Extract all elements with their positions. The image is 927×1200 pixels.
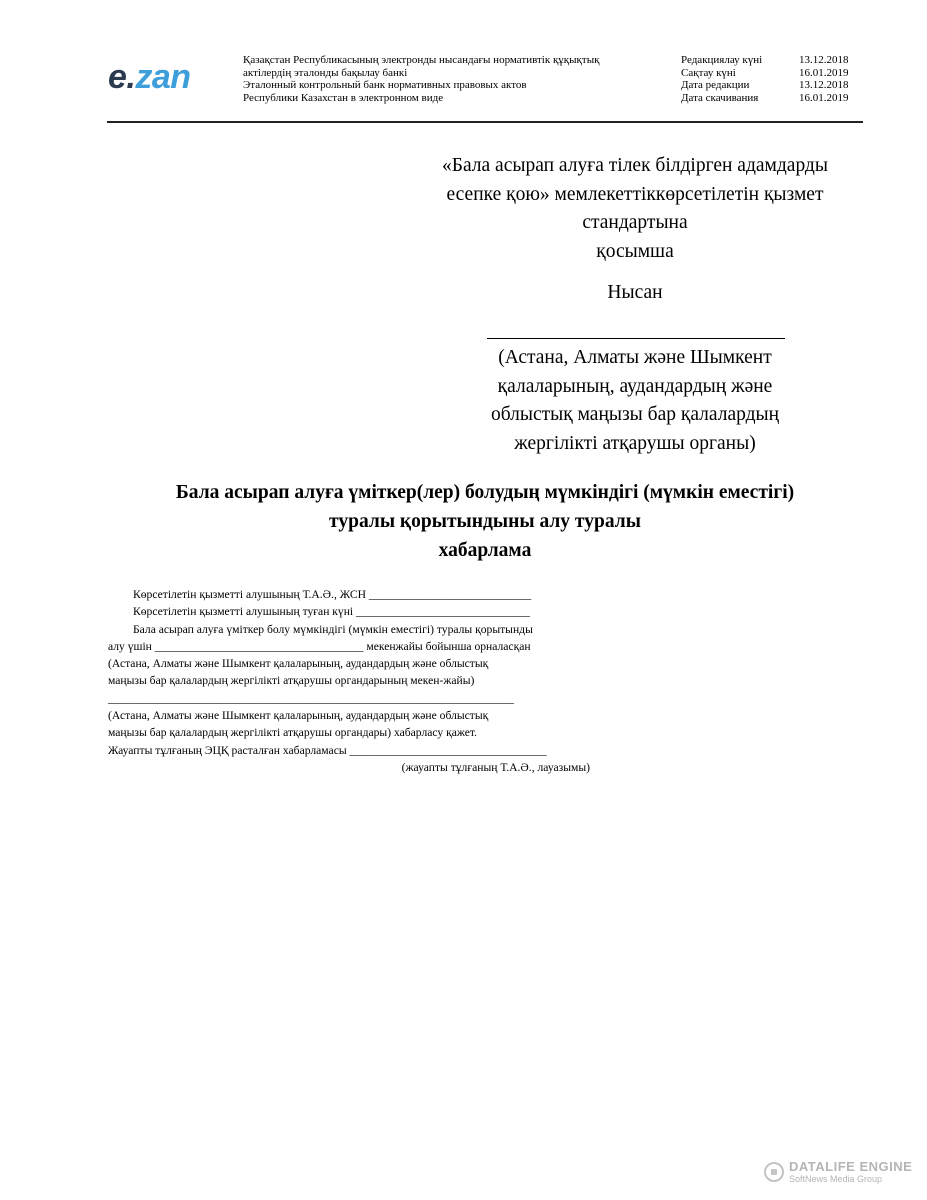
header-line: Эталонный контрольный банк нормативных правовых актов: [243, 79, 527, 92]
meta-label: Сақтау күні: [681, 66, 736, 79]
org-note: [400, 344, 870, 458]
form-label: Нысан: [607, 282, 663, 303]
watermark-subtitle: SoftNews Media Group: [789, 1174, 883, 1184]
meta-value: 16.01.2019: [799, 66, 849, 79]
meta-value: 16.01.2019: [799, 91, 849, 104]
body-line: Жауапты тұлғаның ЭЦҚ расталған хабарламасы __________________________________: [108, 743, 547, 757]
header-dates: [681, 54, 849, 104]
body-line: алу үшін ____________________________________ мекенжайы бойынша орналасқан: [108, 639, 531, 653]
meta-label: Дата скачивания: [681, 91, 759, 104]
appendix-reference: [400, 152, 870, 266]
header-bank-title: [243, 54, 653, 104]
meta-row: [681, 79, 849, 92]
org-note-line: қалаларының, аудандардың және: [497, 375, 773, 397]
body-line: Бала асырап алуға үміткер болу мүмкіндігі (мүмкін еместігі) туралы қорытынды: [133, 622, 533, 636]
body-line: Көрсетілетін қызметті алушының туған күні ______________________________: [133, 605, 530, 619]
org-note-line: (Астана, Алматы және Шымкент: [498, 347, 772, 368]
org-note-line: облыстық маңызы бар қалалардың: [490, 404, 780, 426]
meta-label: Дата редакции: [681, 79, 750, 92]
logo-dot: .: [126, 58, 136, 96]
meta-row: [681, 92, 849, 105]
ezan-logo[interactable]: [108, 58, 191, 96]
title-line: хабарлама: [438, 540, 532, 561]
meta-row: [681, 54, 849, 67]
document-title: [100, 478, 870, 565]
body-line: Көрсетілетін қызметті алушының Т.А.Ә., ЖСН ____________________________: [133, 588, 532, 601]
meta-value: 13.12.2018: [799, 54, 849, 66]
logo-zan: zan: [135, 58, 191, 96]
body-line: (Астана, Алматы және Шымкент қалаларының, аудандардың және облыстық: [108, 657, 489, 671]
body-line: (жауапты тұлғаның Т.А.Ә., лауазымы): [401, 760, 590, 774]
header-line: актілердің эталонды бақылау банкі: [243, 66, 408, 79]
appendix-line: есепке қою» мемлекеттіккөрсетілетін қызмет: [446, 183, 824, 205]
watermark-title: DATALIFE ENGINE: [789, 1159, 913, 1174]
header-divider: [107, 121, 863, 123]
appendix-line: «Бала асырап алуға тілек білдірген адамдарды: [442, 155, 828, 176]
datalife-logo-icon: [764, 1162, 784, 1182]
body-line: маңызы бар қалалардың жергілікті атқарушы органдарының мекен-жайы): [108, 674, 475, 688]
body-line: (Астана, Алматы және Шымкент қалаларының, аудандардың және облыстық: [108, 709, 489, 723]
header-line: Қазақстан Республикасының электронды нысандағы нормативтік құқықтық: [243, 54, 600, 66]
logo-e: e: [108, 58, 127, 96]
document-body: [108, 586, 608, 776]
datalife-watermark: [764, 1160, 912, 1184]
title-line: туралы қорытындыны алу туралы: [329, 511, 641, 532]
body-line: ______________________________________________________________________: [108, 691, 514, 705]
org-note-line: жергілікті атқарушы органы): [514, 432, 756, 454]
org-blank-line: [487, 338, 785, 339]
title-line: Бала асырап алуға үміткер(лер) болудың мүмкіндігі (мүмкін еместігі): [175, 482, 795, 503]
meta-value: 13.12.2018: [799, 79, 849, 92]
meta-label: Редакциялау күні: [681, 54, 763, 66]
header-line: Республики Казахстан в электронном виде: [243, 91, 444, 104]
appendix-line: стандартына: [582, 212, 688, 234]
body-line: маңызы бар қалалардың жергілікті атқарушы органдары) хабарласу қажет.: [108, 726, 477, 740]
appendix-line: қосымша: [596, 240, 674, 262]
meta-row: [681, 67, 849, 80]
